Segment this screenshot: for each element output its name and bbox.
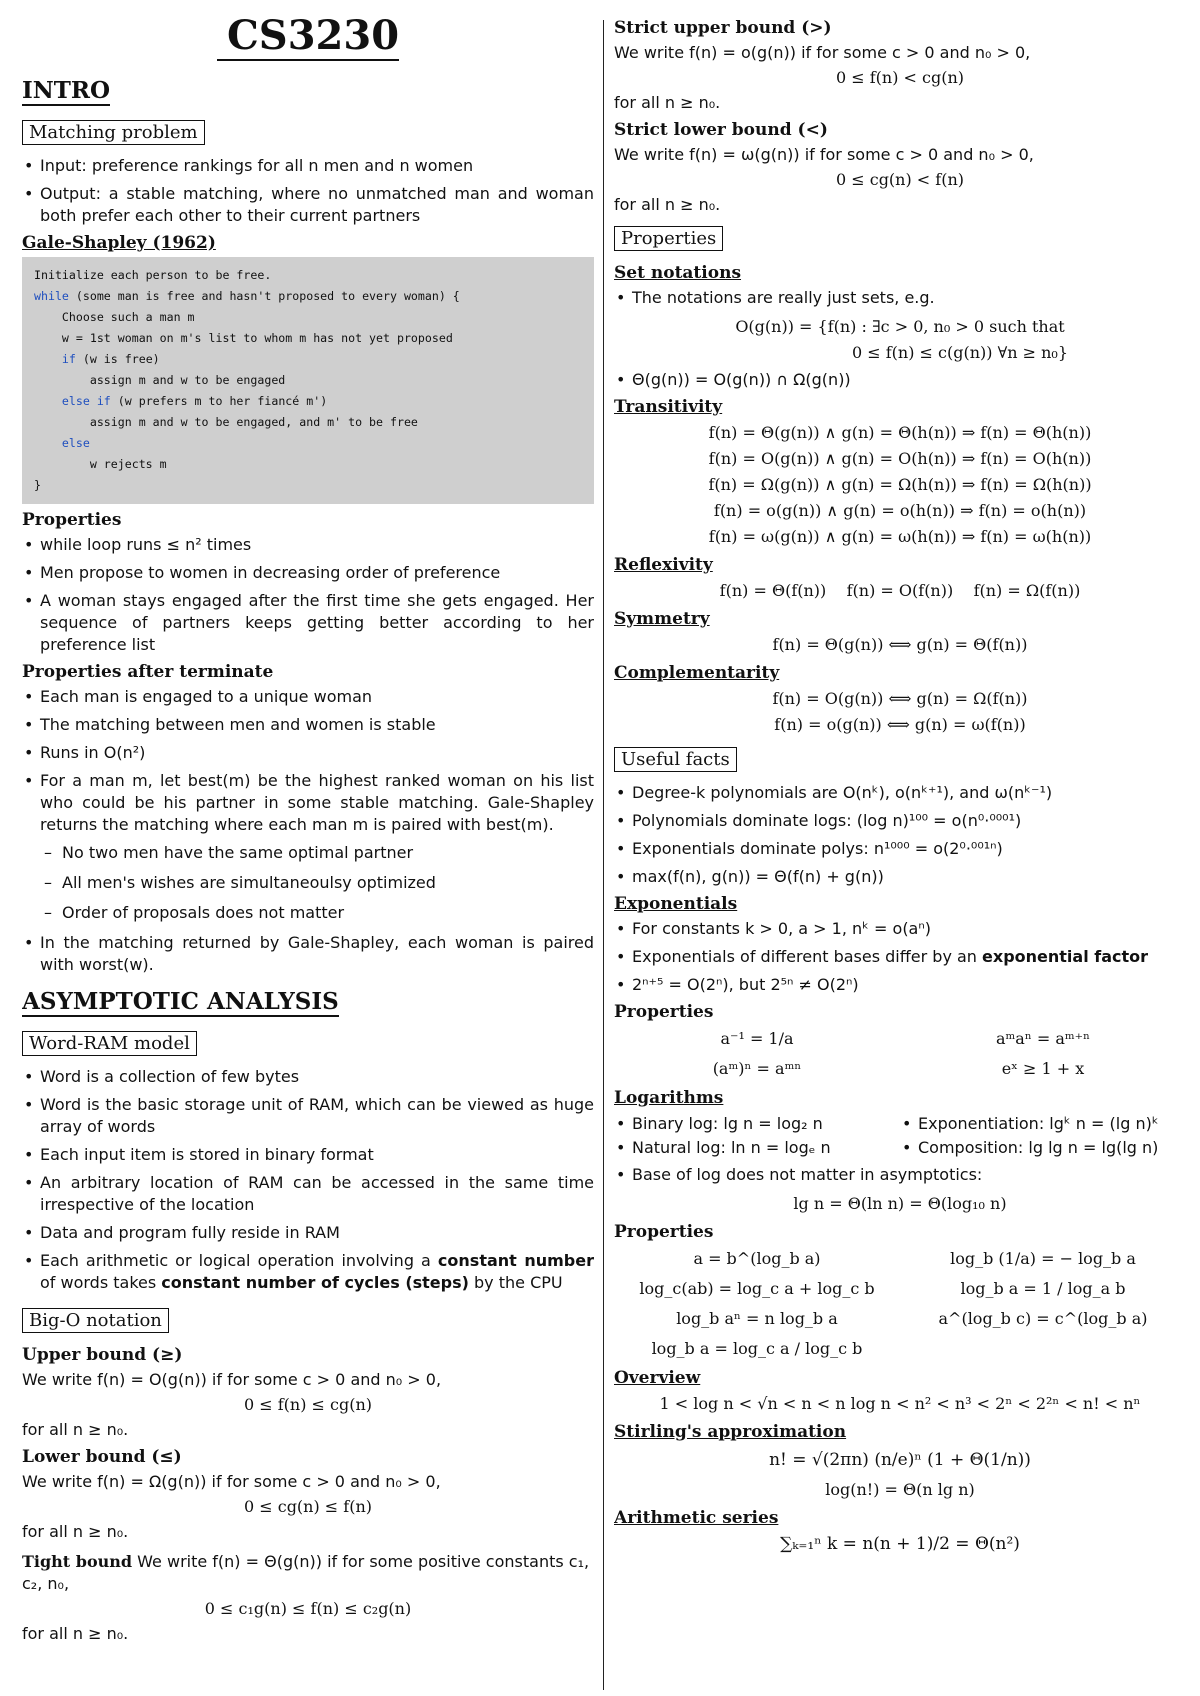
matching-list — [22, 155, 594, 227]
upper-bound-heading: Upper bound (≥) — [22, 1345, 183, 1365]
upper-bound-eq: 0 ≤ f(n) ≤ cg(n) — [243, 1395, 373, 1414]
code-line — [34, 307, 582, 328]
code-line — [34, 412, 582, 433]
code-text: (some man is free and hasn't proposed to every woman) { — [68, 289, 460, 303]
strict-upper-eq: 0 ≤ f(n) < cg(n) — [835, 68, 965, 87]
list-item: • The notations are really just sets, e.g. — [614, 287, 1186, 309]
lower-bound-heading: Lower bound (≤) — [22, 1447, 182, 1467]
list-item: • Composition: lg lg n = lg(lg n) — [900, 1136, 1186, 1160]
transitivity-heading: Transitivity — [614, 397, 723, 417]
stirling-eq: n! = √(2πn) (n/e)ⁿ (1 + Θ(1/n)) — [769, 1450, 1031, 1470]
right-column — [614, 0, 1186, 1696]
exponentials-heading: Exponentials — [614, 894, 738, 914]
for-all-text: for all n ≥ n₀. — [22, 1624, 129, 1643]
code-text: assign m and w to be engaged — [34, 373, 286, 387]
bold-span: constant number of cycles (steps) — [161, 1273, 469, 1292]
list-item: • Output: a stable matching, where no unmatched man and woman both prefer each other to their current partners — [22, 183, 594, 227]
strict-lower-eq: 0 ≤ cg(n) < f(n) — [835, 170, 965, 189]
exp-property: aᵐaⁿ = aᵐ⁺ⁿ — [995, 1029, 1091, 1048]
code-line — [34, 391, 582, 412]
transitivity-eq: f(n) = o(g(n)) ∧ g(n) = o(h(n)) ⇒ f(n) = o(h(n)) — [713, 501, 1087, 520]
code-text: w rejects m — [34, 457, 167, 471]
log-list — [614, 1112, 1186, 1160]
gale-shapley-heading: Gale-Shapley (1962) — [22, 233, 216, 253]
list-item: • max(f(n), g(n)) = Θ(f(n) + g(n)) — [614, 866, 1186, 888]
log-property: log_b a = 1 / log_a b — [960, 1279, 1126, 1298]
overview-eq: 1 < log n < √n < n < n log n < n² < n³ < 2ⁿ < 2²ⁿ < n! < nⁿ — [659, 1394, 1141, 1413]
text-span: of words takes — [40, 1273, 162, 1292]
asymptotic-heading: ASYMPTOTIC ANALYSIS — [22, 988, 339, 1015]
list-item: • Exponentiation: lgᵏ n = (lg n)ᵏ — [900, 1112, 1186, 1136]
log-properties-heading: Properties — [614, 1222, 714, 1242]
set-notations-list — [614, 287, 1186, 309]
properties-box: Properties — [614, 226, 723, 251]
list-item: – Order of proposals does not matter — [40, 902, 594, 924]
list-item: • Men propose to women in decreasing order of preference — [22, 562, 594, 584]
tight-bound-def — [22, 1551, 594, 1595]
for-all-text: for all n ≥ n₀. — [614, 195, 721, 214]
strict-upper-def: We write f(n) = o(g(n)) if for some c > 0 and n₀ > 0, — [614, 43, 1031, 62]
log-property: log_b aⁿ = n log_b a — [676, 1309, 838, 1328]
exp-property: a⁻¹ = 1/a — [720, 1029, 794, 1048]
code-keyword: else — [61, 436, 90, 450]
text-span: Exponentials of different bases differ by an — [632, 947, 983, 966]
complementarity-eq: f(n) = O(g(n)) ⟺ g(n) = Ω(f(n)) — [772, 689, 1028, 708]
big-o-box: Big-O notation — [22, 1308, 169, 1333]
column-divider — [603, 20, 604, 1690]
code-text: } — [34, 478, 41, 492]
set-notations-heading: Set notations — [614, 263, 742, 283]
symmetry-heading: Symmetry — [614, 609, 710, 629]
code-line — [34, 370, 582, 391]
text-span: Each arithmetic or logical operation involving a — [40, 1251, 438, 1270]
list-item: • Data and program fully reside in RAM — [22, 1222, 594, 1244]
stirling-heading: Stirling's approximation — [614, 1422, 847, 1442]
reflexivity-heading: Reflexivity — [614, 555, 713, 575]
code-keyword: else if — [61, 394, 111, 408]
useful-facts-list — [614, 782, 1186, 888]
for-all-text: for all n ≥ n₀. — [22, 1522, 129, 1541]
code-text: w = 1st woman on m's list to whom m has not yet proposed — [34, 331, 453, 345]
transitivity-eq: f(n) = O(g(n)) ∧ g(n) = O(h(n)) ⇒ f(n) = O(h(n)) — [708, 449, 1092, 468]
properties-after-sublist — [22, 842, 594, 924]
set-eq-2: 0 ≤ f(n) ≤ c(g(n)) ∀n ≥ n₀} — [851, 343, 1069, 362]
word-ram-box: Word-RAM model — [22, 1031, 197, 1056]
code-line — [34, 454, 582, 475]
gale-shapley-code — [22, 257, 594, 504]
strict-upper-heading: Strict upper bound (>) — [614, 18, 832, 38]
properties-after-list — [22, 686, 594, 836]
list-item — [614, 946, 1186, 968]
list-item: • 2ⁿ⁺⁵ = O(2ⁿ), but 2⁵ⁿ ≠ O(2ⁿ) — [614, 974, 1186, 996]
log-base-list — [614, 1164, 1186, 1186]
exp-properties-heading: Properties — [614, 1002, 714, 1022]
log-property: log_b a = log_c a / log_c b — [651, 1339, 863, 1358]
properties-after-heading: Properties after terminate — [22, 662, 274, 682]
exp-properties-grid — [614, 1026, 1186, 1082]
matching-problem-box: Matching problem — [22, 120, 205, 145]
transitivity-eq: f(n) = Ω(g(n)) ∧ g(n) = Ω(h(n)) ⇒ f(n) = Ω(h(n)) — [708, 475, 1092, 494]
stirling-eq-2: log(n!) = Θ(n lg n) — [825, 1480, 975, 1499]
list-item: • Input: preference rankings for all n men and n women — [22, 155, 594, 177]
exp-property: eˣ ≥ 1 + x — [1001, 1059, 1085, 1078]
list-item: • Natural log: ln n = logₑ n — [614, 1136, 900, 1160]
properties-after-last — [22, 932, 594, 976]
log-property: log_b (1/a) = − log_b a — [950, 1249, 1136, 1268]
code-keyword: while — [34, 289, 69, 303]
log-properties-grid — [614, 1246, 1186, 1362]
list-item: • Exponentials dominate polys: n¹⁰⁰⁰ = o(2⁰·⁰⁰¹ⁿ) — [614, 838, 1186, 860]
intro-heading: INTRO — [22, 77, 111, 104]
lower-bound-eq: 0 ≤ cg(n) ≤ f(n) — [243, 1497, 373, 1516]
log-property: log_c(ab) = log_c a + log_c b — [639, 1279, 875, 1298]
page-title: CS3230 — [217, 12, 399, 61]
code-keyword: if — [61, 352, 76, 366]
code-text: (w is free) — [75, 352, 160, 366]
code-text: assign m and w to be engaged, and m' to be free — [34, 415, 418, 429]
overview-heading: Overview — [614, 1368, 701, 1388]
code-line — [34, 328, 582, 349]
strict-lower-heading: Strict lower bound (<) — [614, 120, 828, 140]
list-item: • Runs in O(n²) — [22, 742, 594, 764]
set-notations-list-2 — [614, 369, 1186, 391]
strict-lower-def: We write f(n) = ω(g(n)) if for some c > 0 and n₀ > 0, — [614, 145, 1034, 164]
reflexivity-eq: f(n) = Θ(f(n)) f(n) = O(f(n)) f(n) = Ω(f(n)) — [719, 581, 1081, 600]
exponentials-list — [614, 918, 1186, 996]
properties-list — [22, 534, 594, 656]
log-property: a^(log_b c) = c^(log_b a) — [938, 1309, 1148, 1328]
complementarity-eq: f(n) = o(g(n)) ⟺ g(n) = ω(f(n)) — [774, 715, 1026, 734]
list-item: • Word is the basic storage unit of RAM, which can be viewed as huge array of words — [22, 1094, 594, 1138]
transitivity-eq: f(n) = ω(g(n)) ∧ g(n) = ω(h(n)) ⇒ f(n) = ω(h(n)) — [708, 527, 1092, 546]
arithmetic-series-eq: ∑ₖ₌₁ⁿ k = n(n + 1)/2 = Θ(n²) — [780, 1534, 1020, 1554]
logarithms-heading: Logarithms — [614, 1088, 724, 1108]
text-span: We write f(n) = Θ(g(n)) if for some positive constants c₁, c₂, n₀, — [22, 1552, 590, 1593]
arithmetic-series-heading: Arithmetic series — [614, 1508, 779, 1528]
for-all-text: for all n ≥ n₀. — [22, 1420, 129, 1439]
list-item: • Base of log does not matter in asymptotics: — [614, 1164, 1186, 1186]
list-item: • In the matching returned by Gale-Shapley, each woman is paired with worst(w). — [22, 932, 594, 976]
list-item: • The matching between men and women is stable — [22, 714, 594, 736]
list-item — [22, 1250, 594, 1294]
list-item: • An arbitrary location of RAM can be accessed in the same time irrespective of the location — [22, 1172, 594, 1216]
list-item: • Binary log: lg n = log₂ n — [614, 1112, 900, 1136]
useful-facts-box: Useful facts — [614, 747, 737, 772]
bold-span: constant number — [437, 1251, 594, 1270]
properties-heading: Properties — [22, 510, 122, 530]
code-line — [34, 286, 582, 307]
code-text: Choose such a man m — [34, 310, 195, 324]
transitivity-eq: f(n) = Θ(g(n)) ∧ g(n) = Θ(h(n)) ⇒ f(n) = Θ(h(n)) — [708, 423, 1092, 442]
code-text: Initialize each person to be free. — [34, 268, 272, 282]
log-base-eq: lg n = Θ(ln n) = Θ(log₁₀ n) — [793, 1194, 1007, 1213]
complementarity-heading: Complementarity — [614, 663, 780, 683]
text-span: by the CPU — [468, 1273, 563, 1292]
for-all-text: for all n ≥ n₀. — [614, 93, 721, 112]
bold-span: exponential factor — [982, 947, 1149, 966]
log-property — [900, 1336, 1186, 1362]
list-item: • Each man is engaged to a unique woman — [22, 686, 594, 708]
exp-property: (aᵐ)ⁿ = aᵐⁿ — [712, 1059, 802, 1078]
list-item: • Each input item is stored in binary format — [22, 1144, 594, 1166]
list-item: • while loop runs ≤ n² times — [22, 534, 594, 556]
list-item: • For a man m, let best(m) be the highest ranked woman on his list who could be his partner in some stable matching. Gale-Shapley returns the matching where each man m is paired with best(m). — [22, 770, 594, 836]
list-item: • For constants k > 0, a > 1, nᵏ = o(aⁿ) — [614, 918, 1186, 940]
code-line — [34, 349, 582, 370]
list-item: • Degree-k polynomials are O(nᵏ), o(nᵏ⁺¹), and ω(nᵏ⁻¹) — [614, 782, 1186, 804]
tight-bound-eq: 0 ≤ c₁g(n) ≤ f(n) ≤ c₂g(n) — [204, 1599, 412, 1618]
list-item: • Polynomials dominate logs: (log n)¹⁰⁰ = o(n⁰·⁰⁰⁰¹) — [614, 810, 1186, 832]
list-item: • Θ(g(n)) = O(g(n)) ∩ Ω(g(n)) — [614, 369, 1186, 391]
list-item: – All men's wishes are simultaneoulsy optimized — [40, 872, 594, 894]
log-property: a = b^(log_b a) — [693, 1249, 821, 1268]
upper-bound-def: We write f(n) = O(g(n)) if for some c > 0 and n₀ > 0, — [22, 1370, 442, 1389]
list-item: • Word is a collection of few bytes — [22, 1066, 594, 1088]
code-text: (w prefers m to her fiancé m') — [110, 394, 328, 408]
tight-bound-heading: Tight bound — [22, 1552, 133, 1571]
code-line — [34, 265, 582, 286]
code-line — [34, 475, 582, 496]
symmetry-eq: f(n) = Θ(g(n)) ⟺ g(n) = Θ(f(n)) — [772, 635, 1028, 654]
code-line — [34, 433, 582, 454]
list-item: • A woman stays engaged after the first time she gets engaged. Her sequence of partners keeps getting better according to her preference list — [22, 590, 594, 656]
set-eq-1: O(g(n)) = {f(n) : ∃c > 0, n₀ > 0 such that — [735, 317, 1065, 336]
list-item: – No two men have the same optimal partner — [40, 842, 594, 864]
lower-bound-def: We write f(n) = Ω(g(n)) if for some c > 0 and n₀ > 0, — [22, 1472, 441, 1491]
left-column — [22, 0, 594, 1696]
word-ram-list — [22, 1066, 594, 1294]
